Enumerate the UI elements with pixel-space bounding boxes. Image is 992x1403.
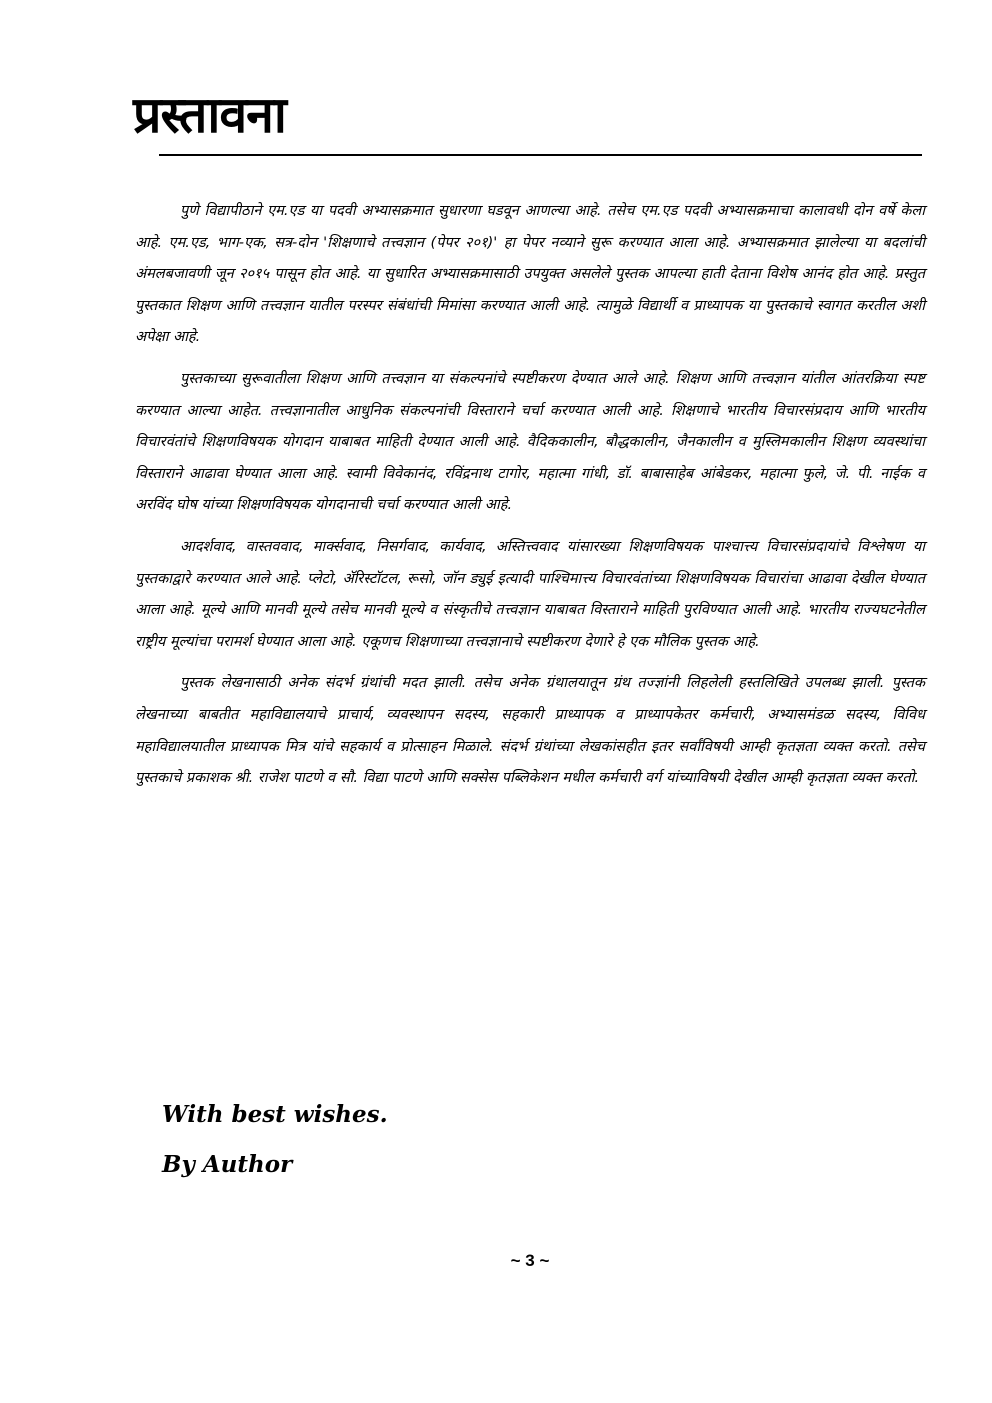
- page-title: प्रस्तावना: [133, 86, 286, 144]
- preface-body: [135, 196, 925, 805]
- preface-paragraph-3: आदर्शवाद, वास्तववाद, मार्क्सवाद, निसर्गवाद, कार्यवाद, अस्तित्त्ववाद यांसारख्या शिक्षणविषयक पाश्चात्त्य विचारसंप्रदायांचे विश्लेषण या पुस्तकाद्वारे करण्यात आले आहे. प्लेटो, ॲरिस्टॉटल, रूसो, जॉन ड्युई इत्यादी पाश्चिमात्त्य विचारवंतांच्या शिक्षणविषयक विचारांचा आढावा देखील घेण्यात आला आहे. मूल्ये आणि मानवी मूल्ये तसेच मानवी मूल्ये व संस्कृतीचे तत्त्वज्ञान याबाबत विस्ताराने माहिती पुरविण्यात आली आहे. भारतीय राज्यघटनेतील राष्ट्रीय मूल्यांचा परामर्श घेण्यात आला आहे. एकूणच शिक्षणाच्या तत्त्वज्ञानाचे स्पष्टीकरण देणारे हे एक मौलिक पुस्तक आहे.: [135, 538, 925, 650]
- closing-author: By Author: [162, 1151, 293, 1178]
- preface-paragraph-1: पुणे विद्यापीठाने एम.एड या पदवी अभ्यासक्रमात सुधारणा घडवून आणल्या आहे. तसेच एम.एड पदवी अभ्यासक्रमाचा कालावधी दोन वर्षे केला आहे. एम.एड, भाग-एक, सत्र-दोन 'शिक्षणाचे तत्त्वज्ञान (पेपर २०१)' हा पेपर नव्याने सुरू करण्यात आला आहे. अभ्यासक्रमात झालेल्या या बदलांची अंमलबजावणी जून २०१५ पासून होत आहे. या सुधारित अभ्यासक्रमासाठी उपयुक्त असलेले पुस्तक आपल्या हाती देताना विशेष आनंद होत आहे. प्रस्तुत पुस्तकात शिक्षण आणि तत्त्वज्ञान यातील परस्पर संबंधांची मिमांसा करण्यात आली आहे. त्यामुळे विद्यार्थी व प्राध्यापक या पुस्तकाचे स्वागत करतील अशी अपेक्षा आहे.: [135, 203, 925, 346]
- page-number: ~ 3 ~: [510, 1251, 550, 1270]
- closing-wishes: With best wishes.: [162, 1101, 388, 1128]
- title-divider: [159, 154, 922, 156]
- closing-block: [162, 1090, 388, 1190]
- preface-paragraph-4: पुस्तक लेखनासाठी अनेक संदर्भ ग्रंथांची मदत झाली. तसेच अनेक ग्रंथालयातून ग्रंथ तज्ज्ञांनी लिहलेली हस्तलिखिते उपलब्ध झाली. पुस्तक लेखनाच्या बाबतीत महाविद्यालयाचे प्राचार्य, व्यवस्थापन सदस्य, सहकारी प्राध्यापक व प्राध्यापकेतर कर्मचारी, अभ्यासमंडळ सदस्य, विविध महाविद्यालयातील प्राध्यापक मित्र यांचे सहकार्य व प्रोत्साहन मिळाले. संदर्भ ग्रंथांच्या लेखकांसहीत इतर सर्वांविषयी आम्ही कृतज्ञता व्यक्त करतो. तसेच पुस्तकाचे प्रकाशक श्री. राजेश पाटणे व सौ. विद्या पाटणे आणि सक्सेस पब्लिकेशन मधील कर्मचारी वर्ग यांच्याविषयी देखील आम्ही कृतज्ञता व्यक्त करतो.: [135, 675, 925, 787]
- preface-paragraph-2: पुस्तकाच्या सुरूवातीला शिक्षण आणि तत्त्वज्ञान या संकल्पनांचे स्पष्टीकरण देण्यात आले आहे. शिक्षण आणि तत्त्वज्ञान यांतील आंतरक्रिया स्पष्ट करण्यात आल्या आहेत. तत्त्वज्ञानातील आधुनिक संकल्पनांची विस्ताराने चर्चा करण्यात आली आहे. शिक्षणाचे भारतीय विचारसंप्रदाय आणि भारतीय विचारवंतांचे शिक्षणविषयक योगदान याबाबत माहिती देण्यात आली आहे. वैदिककालीन, बौद्धकालीन, जैनकालीन व मुस्लिमकालीन शिक्षण व्यवस्थांचा विस्ताराने आढावा घेण्यात आला आहे. स्वामी विवेकानंद, रविंद्रनाथ टागोर, महात्मा गांधी, डॉ. बाबासाहेब आंबेडकर, महात्मा फुले, जे. पी. नाईक व अरविंद घोष यांच्या शिक्षणविषयक योगदानाची चर्चा करण्यात आली आहे.: [135, 370, 925, 514]
